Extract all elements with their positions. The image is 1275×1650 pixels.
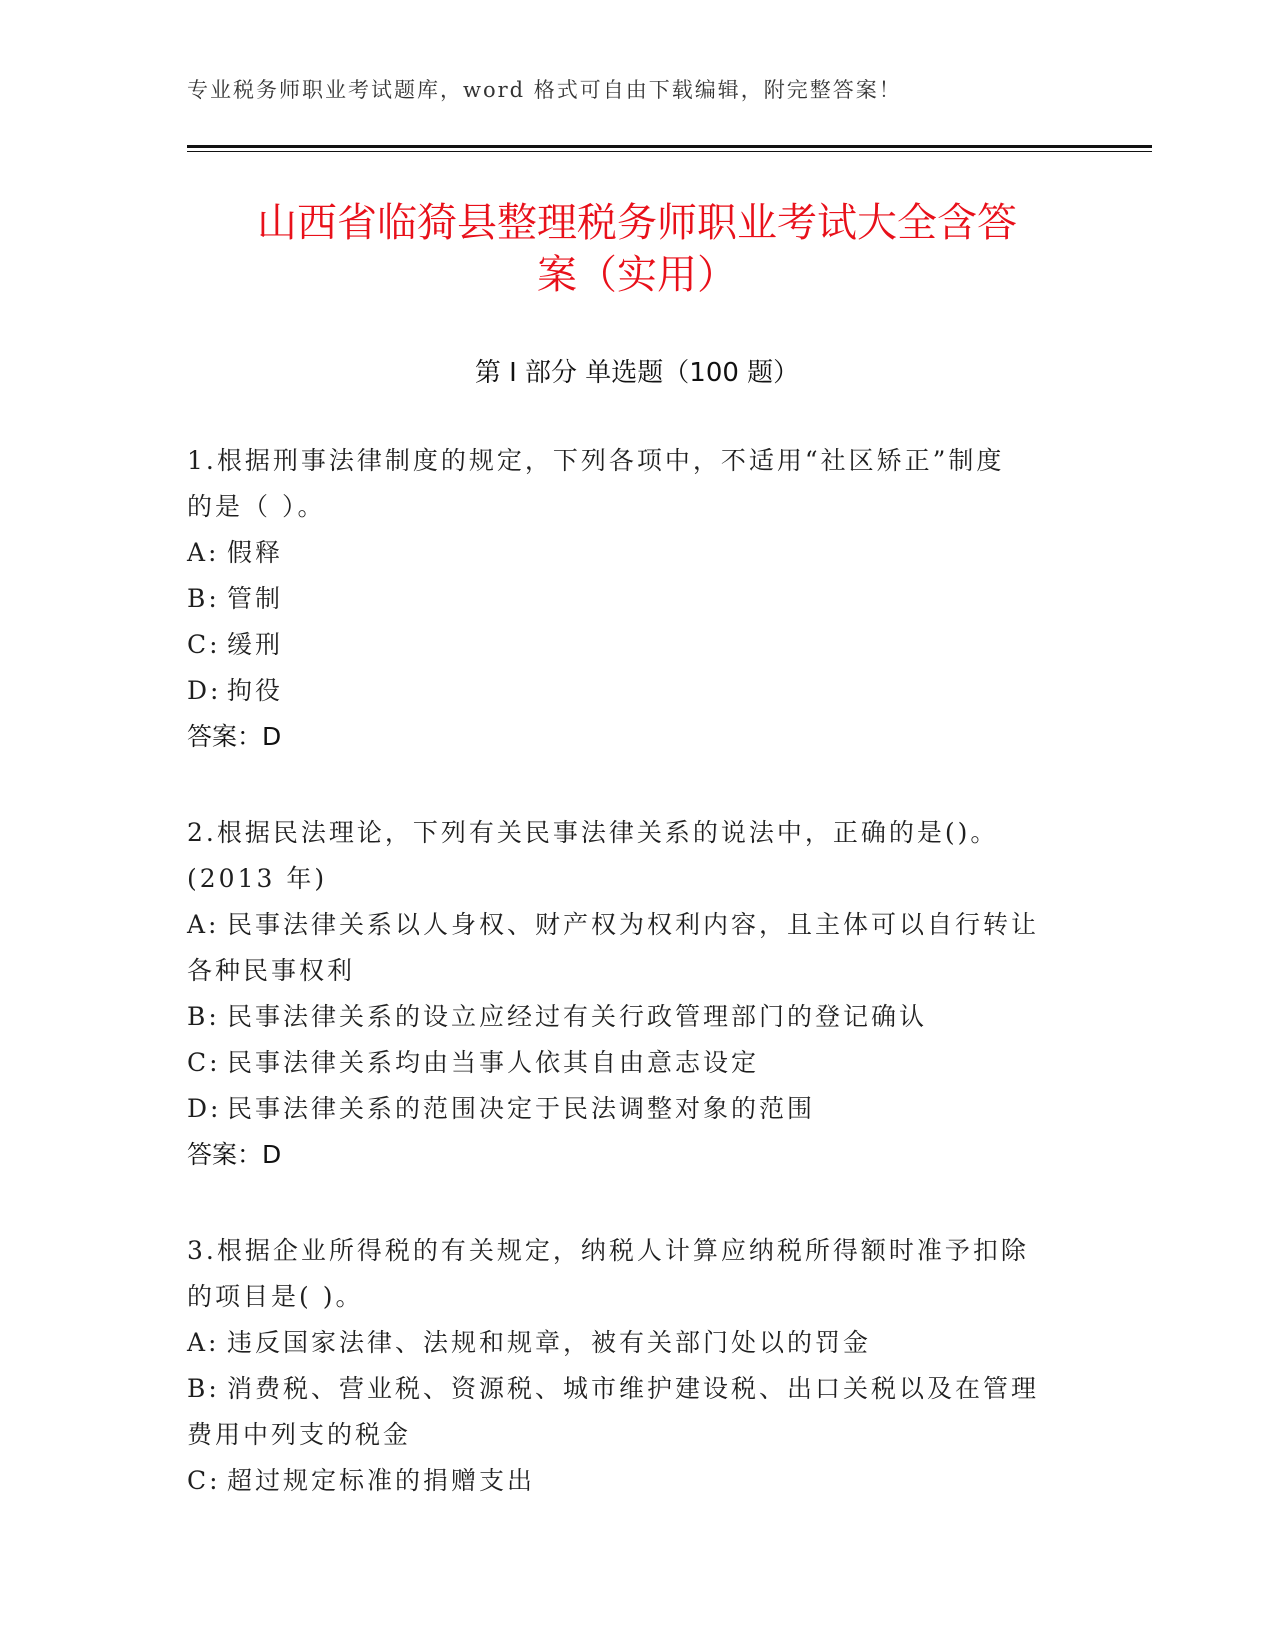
question-stem-line: 的是（ ）。	[187, 492, 326, 521]
option-text: 民事法律关系的范围决定于民法调整对象的范围	[227, 1094, 816, 1123]
question-stem-line: 3.根据企业所得税的有关规定，纳税人计算应纳税所得额时准予扣除	[187, 1236, 1029, 1265]
option-text: 民事法律关系均由当事人依其自由意志设定	[227, 1048, 760, 1077]
option-text: 拘役	[227, 676, 284, 705]
option-text: 民事法律关系的设立应经过有关行政管理部门的登记确认	[227, 1002, 928, 1031]
option-key: D:	[187, 1094, 222, 1123]
question-stem-line: 的项目是( )。	[187, 1282, 364, 1311]
option-key: A:	[187, 910, 220, 939]
option-text: 违反国家法律、法规和规章，被有关部门处以的罚金	[227, 1328, 872, 1357]
option-key: B:	[187, 584, 220, 613]
question-list	[187, 438, 1067, 1554]
question-stem-line: 2.根据民法理论，下列有关民事法律关系的说法中，正确的是()。	[187, 818, 999, 847]
option-c	[187, 1040, 1067, 1086]
question-3	[187, 1228, 1067, 1504]
option-d	[187, 668, 1067, 714]
option-key: C:	[187, 630, 221, 659]
option-text: 假释	[227, 538, 284, 567]
option-key: A:	[187, 1328, 220, 1357]
option-b	[187, 576, 1067, 622]
option-a	[187, 530, 1067, 576]
question-2	[187, 810, 1067, 1178]
header-note: 专业税务师职业考试题库，word 格式可自由下载编辑，附完整答案！	[187, 78, 902, 102]
option-a-continued: 各种民事权利	[187, 956, 356, 985]
document-title-line-1: 山西省临猗县整理税务师职业考试大全含答	[257, 200, 1017, 246]
document-title	[187, 197, 1087, 301]
option-a	[187, 1320, 1067, 1366]
option-key: C:	[187, 1048, 221, 1077]
option-c	[187, 622, 1067, 668]
option-b-continued: 费用中列支的税金	[187, 1420, 412, 1449]
option-a	[187, 902, 1067, 948]
option-b	[187, 1366, 1067, 1412]
option-key: B:	[187, 1002, 220, 1031]
option-b	[187, 994, 1067, 1040]
option-key: C:	[187, 1466, 221, 1495]
option-text: 消费税、营业税、资源税、城市维护建设税、出口关税以及在管理	[227, 1374, 1040, 1403]
option-text: 缓刑	[227, 630, 284, 659]
answer: 答案：D	[187, 722, 282, 751]
option-text: 民事法律关系以人身权、财产权为权利内容，且主体可以自行转让	[227, 910, 1040, 939]
option-text: 超过规定标准的捐赠支出	[227, 1466, 536, 1495]
option-text: 管制	[227, 584, 284, 613]
question-stem-line: 1.根据刑事法律制度的规定，下列各项中，不适用“社区矫正”制度	[187, 446, 1005, 475]
option-c	[187, 1458, 1067, 1504]
option-key: B:	[187, 1374, 220, 1403]
question-1	[187, 438, 1067, 760]
document-title-line-2: 案（实用）	[537, 252, 737, 298]
option-key: D:	[187, 676, 222, 705]
option-d	[187, 1086, 1067, 1132]
option-key: A:	[187, 538, 220, 567]
question-stem-line: (2013 年)	[187, 864, 328, 893]
header-rule-thin	[187, 151, 1152, 152]
section-title: 第 I 部分 单选题（100 题）	[474, 358, 800, 388]
header-rule-thick	[187, 145, 1152, 148]
answer: 答案：D	[187, 1140, 282, 1169]
